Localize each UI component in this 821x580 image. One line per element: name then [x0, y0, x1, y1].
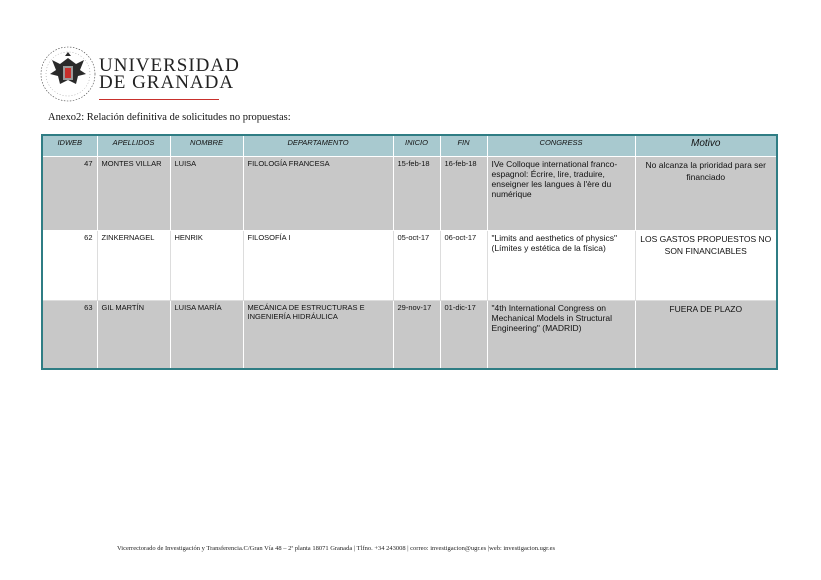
cell-departamento: FILOLOGÍA FRANCESA [243, 157, 393, 231]
cell-idweb: 62 [42, 231, 97, 301]
cell-idweb: 47 [42, 157, 97, 231]
column-header-nombre: NOMBRE [170, 135, 243, 157]
cell-congress: "4th International Congress on Mechanical Models in Structural Engineering" (MADRID) [487, 301, 635, 369]
cell-apellidos: GIL MARTÍN [97, 301, 170, 369]
university-name-line2: DE GRANADA [99, 72, 235, 93]
university-seal-icon [38, 44, 98, 104]
cell-nombre: HENRIK [170, 231, 243, 301]
cell-nombre: LUISA [170, 157, 243, 231]
column-header-motivo: Motivo [635, 135, 777, 157]
cell-idweb: 63 [42, 301, 97, 369]
cell-motivo: No alcanza la prioridad para ser financiado [635, 157, 777, 231]
cell-departamento: FILOSOFÍA I [243, 231, 393, 301]
cell-inicio: 05-oct-17 [393, 231, 440, 301]
table-header-row [42, 135, 777, 157]
cell-inicio: 15-feb-18 [393, 157, 440, 231]
column-header-congress: CONGRESS [487, 135, 635, 157]
cell-apellidos: MONTES VILLAR [97, 157, 170, 231]
cell-motivo: LOS GASTOS PROPUESTOS NO SON FINANCIABLES [635, 231, 777, 301]
column-header-fin: FIN [440, 135, 487, 157]
university-name-line1: UNIVERSIDAD [99, 55, 240, 76]
cell-departamento: MECÁNICA DE ESTRUCTURAS E INGENIERÍA HIDRÁULICA [243, 301, 393, 369]
cell-fin: 01-dic-17 [440, 301, 487, 369]
cell-fin: 06-oct-17 [440, 231, 487, 301]
table-row [42, 157, 777, 231]
column-header-idweb: IDWEB [42, 135, 97, 157]
applications-table [41, 134, 778, 370]
cell-motivo: FUERA DE PLAZO [635, 301, 777, 369]
footer-contact: Vicerrectorado de Investigación y Transferencia.C/Gran Vía 48 – 2ª planta 18071 Granada | Tlfno. +34 243008 | correo: investigacion@ugr.es |web: investigacion.ugr.es [117, 545, 556, 552]
table-row [42, 231, 777, 301]
column-header-apellidos: APELLIDOS [97, 135, 170, 157]
column-header-inicio: INICIO [393, 135, 440, 157]
cell-fin: 16-feb-18 [440, 157, 487, 231]
cell-nombre: LUISA MARÍA [170, 301, 243, 369]
header-divider [99, 99, 219, 100]
cell-inicio: 29-nov-17 [393, 301, 440, 369]
annex-title: Anexo2: Relación definitiva de solicitudes no propuestas: [48, 112, 291, 123]
cell-congress: "Limits and aesthetics of physics" (Límites y estética de la física) [487, 231, 635, 301]
table-row [42, 301, 777, 369]
column-header-departamento: DEPARTAMENTO [243, 135, 393, 157]
cell-congress: IVe Colloque international franco-espagnol: Écrire, lire, traduire, enseigner les langues à l'ère du numérique [487, 157, 635, 231]
cell-apellidos: ZINKERNAGEL [97, 231, 170, 301]
